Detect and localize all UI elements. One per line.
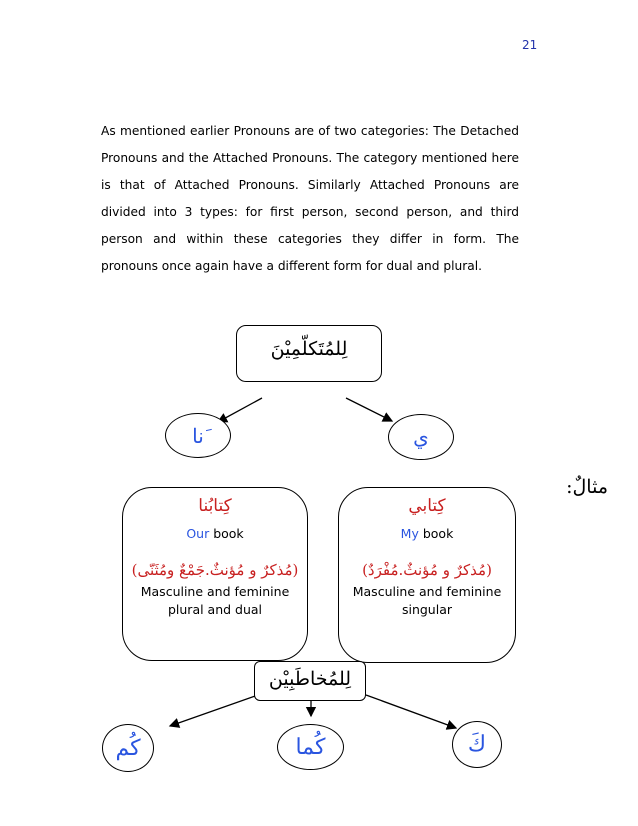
suffix-ka-ellipse: [452, 721, 502, 768]
page-number: 21: [522, 38, 538, 52]
plural-desc-line2: plural and dual: [167, 602, 263, 617]
arrow-to-ya: [346, 398, 392, 421]
suffix-ya: ي: [413, 425, 429, 449]
example-label: مثالٌ:: [566, 476, 608, 498]
first-person-heading: لِلمُتَكلّمِيْنَ: [270, 338, 348, 360]
plural-example-arabic: كِتابُنا: [198, 496, 232, 516]
suffix-kuma: كُما: [295, 734, 326, 760]
suffix-kuma-ellipse: [277, 724, 344, 770]
arrow-to-kum: [170, 695, 258, 726]
second-person-heading: لِلمُخاطَبِيْن: [268, 668, 352, 690]
plural-desc-line1: Masculine and feminine: [140, 584, 290, 599]
suffix-na: َنا: [192, 423, 204, 448]
suffix-na-ellipse: [165, 413, 231, 458]
plural-caption-rest: book: [209, 526, 244, 541]
second-person-heading-box: [254, 661, 366, 701]
singular-desc-line1: Masculine and feminine: [352, 584, 502, 599]
singular-grammar: (مُذكرٌ و مُؤنثٌ.مُفْرَدٌ): [362, 561, 492, 579]
plural-caption-pronoun: Our: [186, 526, 210, 541]
first-person-heading-box: [236, 325, 382, 382]
intro-paragraph: As mentioned earlier Pronouns are of two categories: The Detached Pronouns and the Attached Pronouns. The category mentioned here is that of Attached Pronouns. Similarly Attached Pronouns are divided into 3 types: for first person, second person, and third person and within these categories they differ in form. The pronouns once again have a different form for dual and plural.: [101, 124, 519, 273]
suffix-kum-ellipse: [102, 724, 154, 772]
singular-desc-line2: singular: [401, 602, 453, 617]
example-box-singular: [338, 487, 516, 663]
singular-caption-pronoun: My: [400, 526, 419, 541]
plural-grammar: (مُذكرٌ و مُؤنثٌ.جَمْعٌ ومُثَنّى): [131, 561, 299, 579]
singular-caption-rest: book: [418, 526, 454, 541]
singular-example-arabic: كِتابي: [408, 496, 446, 516]
suffix-ya-ellipse: [388, 414, 454, 460]
arrow-to-na: [218, 398, 262, 422]
singular-example-caption: [339, 526, 515, 541]
arrow-to-ka: [366, 695, 456, 728]
example-box-plural: [122, 487, 308, 661]
plural-example-caption: [123, 526, 307, 541]
suffix-ka: كَ: [467, 732, 487, 757]
suffix-kum: كُم: [115, 735, 141, 761]
